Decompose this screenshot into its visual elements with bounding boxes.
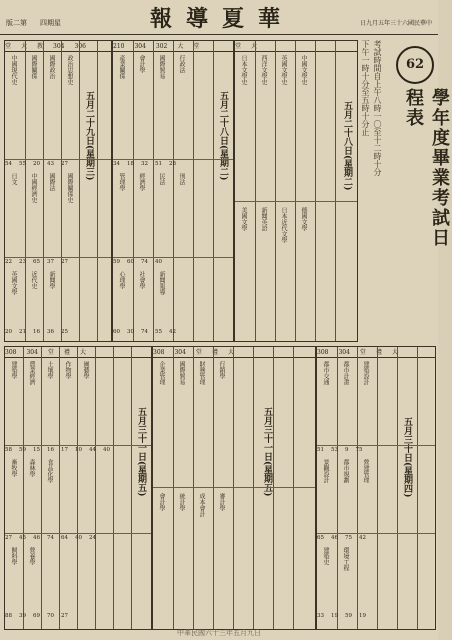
subject: 統計學 bbox=[178, 493, 185, 511]
subject: 財務管理 bbox=[198, 361, 205, 385]
header-row: 堂 大 教 304 306 bbox=[5, 41, 111, 52]
header-row: 308 304 堂 禮 大 bbox=[153, 347, 315, 358]
subject: 審計學 bbox=[218, 493, 225, 511]
subject: 建築史 bbox=[322, 547, 329, 565]
subject: 都市交通 bbox=[322, 361, 329, 385]
subject: 國際貿易 bbox=[158, 55, 165, 79]
header-row: 308 304 堂 禮 大 bbox=[317, 347, 435, 358]
subject: 企業管理 bbox=[158, 361, 165, 385]
header-row: 308 304 堂 禮 大 bbox=[5, 347, 151, 358]
schedule-title-block bbox=[392, 40, 450, 265]
header-row: 堂 大 bbox=[235, 41, 357, 52]
subject: 日文 bbox=[10, 173, 17, 185]
top-left-schedule bbox=[4, 40, 112, 342]
bottom-left-schedule bbox=[4, 346, 152, 630]
seat-numbers-row: 60 30 74 55 42 bbox=[113, 329, 176, 335]
seat-numbers-row: 58 59 15 16 17 10 44 40 bbox=[5, 447, 110, 453]
subject: 會計學 bbox=[138, 55, 145, 73]
subject: 近代史 bbox=[30, 271, 37, 289]
seat-numbers-row: 88 39 69 70 27 bbox=[5, 613, 68, 619]
bottom-right-schedule bbox=[316, 346, 436, 630]
title-number: 62 bbox=[396, 46, 434, 84]
subject: 園藝學 bbox=[82, 361, 89, 379]
page-number: 版二第 bbox=[6, 19, 27, 27]
seat-numbers-row: 22 23 65 37 27 bbox=[5, 259, 68, 265]
subject: 國際政治 bbox=[48, 55, 55, 79]
subject: 國際貿易 bbox=[178, 361, 185, 385]
seat-numbers-row: 27 45 46 74 64 40 24 bbox=[5, 535, 96, 541]
subject: 產業關係 bbox=[118, 55, 125, 79]
paper-name: 報導夏華 bbox=[150, 6, 295, 32]
subject: 德國文學 bbox=[300, 207, 307, 231]
footer-watermark: 中華民國六十三年五月九日 bbox=[177, 629, 261, 637]
seat-numbers-row: 65 46 75 42 bbox=[317, 535, 366, 541]
exam-date: 五月二十九日(星期三) bbox=[84, 91, 94, 181]
subject: 英國文學史 bbox=[280, 55, 287, 85]
top-middle-schedule bbox=[112, 40, 234, 342]
handnote-1: 考試時間自上午八時一〇至十二時十分 bbox=[373, 40, 382, 176]
subject: 新聞學 bbox=[48, 271, 55, 289]
subject: 英國文學 bbox=[10, 271, 17, 295]
subject: 管理學 bbox=[118, 173, 125, 191]
subject: 美國文學 bbox=[240, 207, 247, 231]
subject: 行銷學 bbox=[218, 361, 225, 379]
subject: 西洋文學史 bbox=[260, 55, 267, 85]
subject: 民法 bbox=[158, 173, 165, 185]
top-right-schedule bbox=[234, 40, 358, 342]
subject: 刑法 bbox=[178, 173, 185, 185]
subject: 土壤學 bbox=[46, 361, 53, 379]
exam-date: 五月三十一日(星期五) bbox=[136, 407, 146, 497]
schedule-title: 學年度畢業考試日程表 bbox=[403, 88, 450, 248]
masthead bbox=[0, 0, 438, 35]
subject: 森林學 bbox=[28, 459, 35, 477]
subject: 國際關係史 bbox=[66, 173, 73, 203]
subject: 社會學 bbox=[138, 271, 145, 289]
seat-numbers-row: 33 19 59 19 bbox=[317, 613, 366, 619]
subject: 都市計畫 bbox=[342, 361, 349, 385]
subject: 國際法 bbox=[48, 173, 55, 191]
subject: 作物學 bbox=[64, 361, 71, 379]
seat-numbers-row: 20 21 16 36 25 bbox=[5, 329, 68, 335]
subject: 都市規劃 bbox=[342, 459, 349, 483]
subject: 新聞報導 bbox=[158, 271, 165, 295]
exam-date: 五月二十八日(星期二) bbox=[342, 101, 352, 191]
subject: 中國經濟史 bbox=[30, 173, 37, 203]
issue-date: 日九月五年三十六國民華中 bbox=[359, 20, 432, 27]
subject: 中國文學史 bbox=[300, 55, 307, 85]
bottom-middle-schedule bbox=[152, 346, 316, 630]
subject: 新聞英語 bbox=[260, 207, 267, 231]
exam-date: 五月二十八日(星期二) bbox=[218, 91, 228, 181]
subject: 成本會計 bbox=[198, 493, 205, 517]
header-row: 210 304 302 大 堂 bbox=[113, 41, 233, 52]
subject: 會計學 bbox=[158, 493, 165, 511]
subject: 國際關係 bbox=[30, 55, 37, 79]
exam-date: 五月三十一日(星期五) bbox=[262, 407, 272, 497]
subject: 中國現代史 bbox=[10, 55, 17, 85]
weekday: 四期星 bbox=[40, 19, 61, 27]
seat-numbers-row: 34 18 32 51 28 bbox=[113, 161, 176, 167]
subject: 建築設計 bbox=[362, 361, 369, 385]
subject: 環境工程 bbox=[342, 547, 349, 571]
seat-numbers-row: 51 53 9 75 bbox=[317, 447, 363, 453]
subject: 營建管理 bbox=[362, 459, 369, 483]
subject: 畜牧學 bbox=[10, 459, 17, 477]
subject: 食品化學 bbox=[46, 459, 53, 483]
subject: 建築學 bbox=[10, 361, 17, 379]
subject: 經濟學 bbox=[138, 173, 145, 191]
handnote-2: 下午一時十分至五時十分止 bbox=[361, 40, 370, 136]
subject: 行政法 bbox=[178, 55, 185, 73]
seat-numbers-row: 59 60 74 40 bbox=[113, 259, 162, 265]
seat-numbers-row: 54 55 20 43 27 bbox=[5, 161, 68, 167]
subject: 景觀設計 bbox=[322, 459, 329, 483]
subject: 心理學 bbox=[118, 271, 125, 289]
subject: 農業經濟 bbox=[28, 361, 35, 385]
exam-date: 五月三十日(星期四) bbox=[402, 417, 412, 498]
subject: 政治思想史 bbox=[66, 55, 73, 85]
subject: 日本文學史 bbox=[240, 55, 247, 85]
subject: 飼料學 bbox=[10, 547, 17, 565]
subject: 營養學 bbox=[28, 547, 35, 565]
subject: 日本近代文學 bbox=[280, 207, 287, 243]
